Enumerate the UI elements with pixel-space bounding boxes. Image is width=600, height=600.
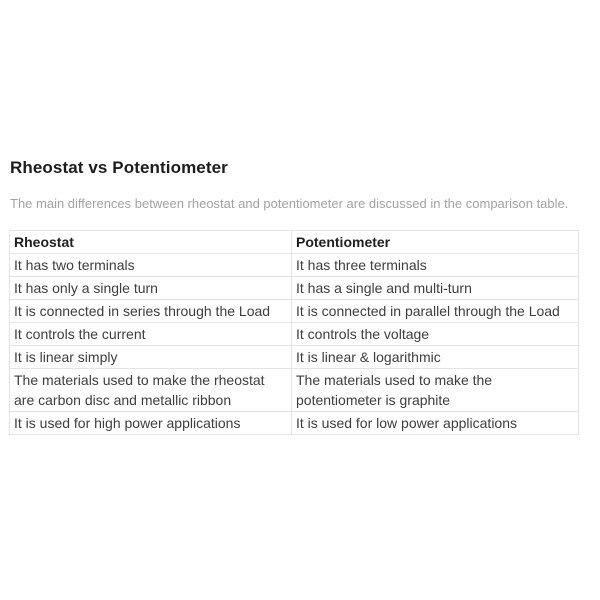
comparison-table: [9, 230, 579, 435]
table-row: [10, 412, 579, 435]
page-title: Rheostat vs Potentiometer: [10, 158, 228, 177]
table-cell-potentiometer: It is connected in parallel through the Load: [292, 300, 579, 323]
table-row: [10, 277, 579, 300]
table-cell-rheostat: It has only a single turn: [10, 277, 292, 300]
table-row: [10, 323, 579, 346]
table-cell-rheostat: It is connected in series through the Load: [10, 300, 292, 323]
table-row: [10, 346, 579, 369]
table-row: [10, 300, 579, 323]
table-cell-rheostat: It is used for high power applications: [10, 412, 292, 435]
table-header-row: [10, 231, 579, 254]
table-cell-potentiometer: It has three terminals: [292, 254, 579, 277]
table-cell-potentiometer: It is used for low power applications: [292, 412, 579, 435]
table-row: [10, 369, 579, 412]
table-cell-rheostat: It controls the current: [10, 323, 292, 346]
table-cell-rheostat: It has two terminals: [10, 254, 292, 277]
table-cell-potentiometer: It has a single and multi-turn: [292, 277, 579, 300]
table-header-cell-potentiometer: Potentiometer: [292, 231, 579, 254]
table-header-cell-rheostat: Rheostat: [10, 231, 292, 254]
table-cell-potentiometer: It is linear & logarithmic: [292, 346, 579, 369]
table-row: [10, 254, 579, 277]
table-cell-rheostat: It is linear simply: [10, 346, 292, 369]
page-subtitle: The main differences between rheostat and potentiometer are discussed in the comparison table.: [10, 196, 569, 211]
table-cell-potentiometer: The materials used to make the potentiometer is graphite: [292, 369, 579, 412]
table-cell-potentiometer: It controls the voltage: [292, 323, 579, 346]
table-cell-rheostat: The materials used to make the rheostat are carbon disc and metallic ribbon: [10, 369, 292, 412]
